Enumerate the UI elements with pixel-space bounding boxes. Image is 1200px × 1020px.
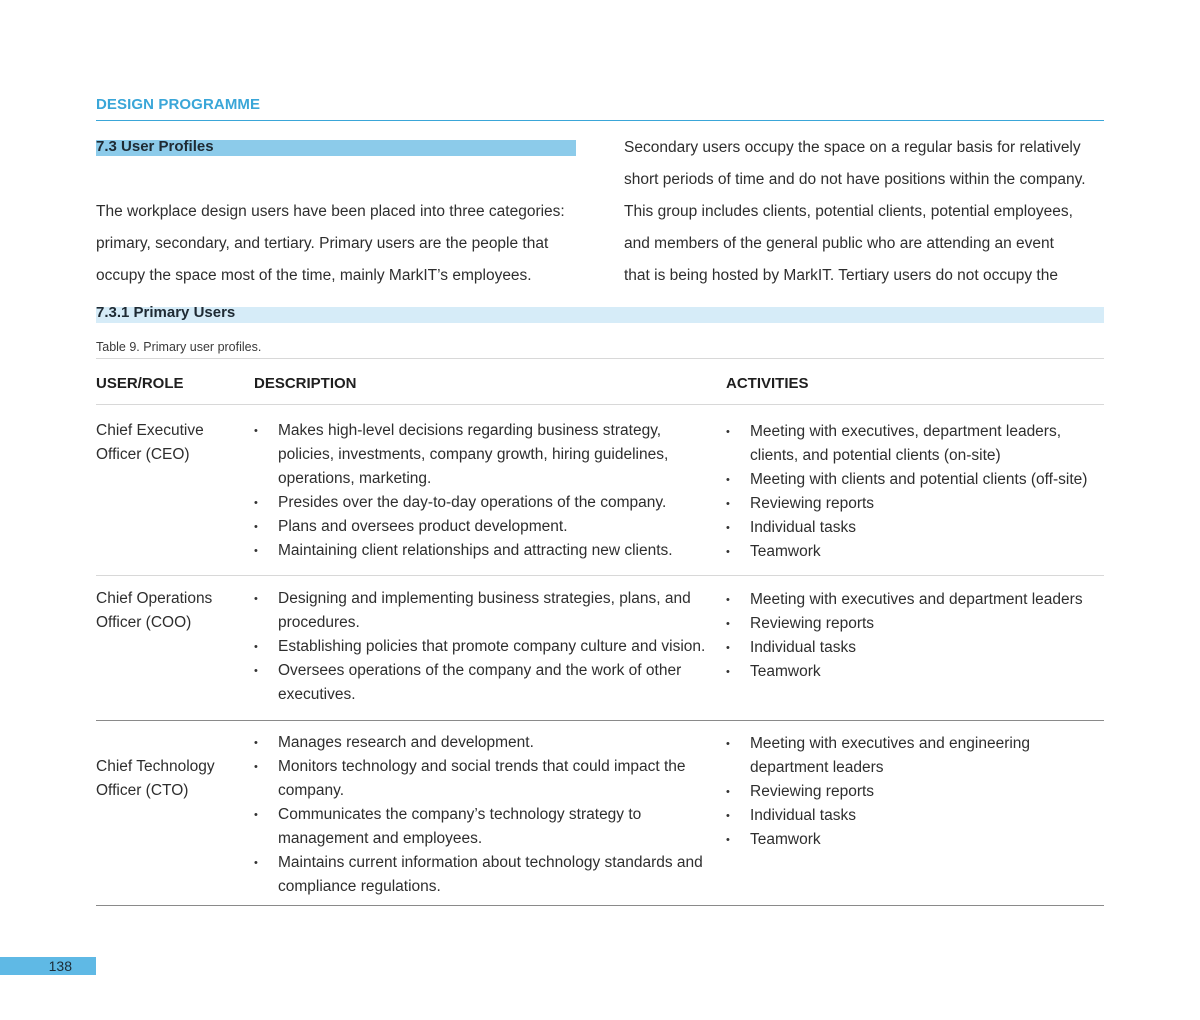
list-item: • Individual tasks: [726, 636, 1106, 660]
intro-line: and members of the general public who are attending an event: [624, 235, 1054, 252]
activities-cell-cto: [726, 732, 1106, 852]
row-divider: [96, 720, 1104, 721]
list-item: • Monitors technology and social trends that could impact the company.: [254, 755, 724, 803]
list-item: • Meeting with executives and engineering department leaders: [726, 732, 1106, 780]
list-item: • Individual tasks: [726, 516, 1106, 540]
intro-left-column: [96, 196, 596, 292]
column-header-activities: ACTIVITIES: [726, 375, 809, 392]
list-item: • Plans and oversees product development.: [254, 515, 724, 539]
row-divider: [96, 575, 1104, 576]
subsection-heading: 7.3.1 Primary Users: [96, 304, 236, 321]
list-item: • Oversees operations of the company and the work of other executives.: [254, 659, 724, 707]
table-top-rule: [96, 358, 1104, 359]
table-caption: Table 9. Primary user profiles.: [96, 340, 262, 354]
list-item: • Teamwork: [726, 660, 1106, 684]
section-heading-bar: [96, 140, 576, 156]
role-line: Officer (CEO): [96, 446, 190, 463]
list-item: • Maintaining client relationships and attracting new clients.: [254, 539, 724, 563]
intro-line: occupy the space most of the time, mainly MarkIT’s employees.: [96, 267, 532, 284]
intro-right-column: [624, 132, 1124, 292]
list-item: • Maintains current information about technology standards and compliance regulations.: [254, 851, 724, 899]
description-cell-cto: [254, 731, 724, 899]
activities-cell-ceo: [726, 420, 1106, 564]
role-cell-coo: [96, 587, 246, 635]
description-cell-ceo: [254, 419, 724, 563]
list-item: • Meeting with clients and potential clients (off-site): [726, 468, 1106, 492]
role-cell-cto: [96, 755, 246, 803]
intro-line: The workplace design users have been placed into three categories:: [96, 203, 565, 220]
header-divider: [96, 120, 1104, 121]
role-cell-ceo: [96, 419, 246, 467]
role-line: Officer (COO): [96, 614, 192, 631]
section-header: DESIGN PROGRAMME: [96, 96, 261, 113]
list-item: • Meeting with executives and department leaders: [726, 588, 1106, 612]
activities-cell-coo: [726, 588, 1106, 684]
list-item: • Manages research and development.: [254, 731, 724, 755]
subsection-heading-bar: [96, 304, 1104, 323]
page-number: 138: [48, 958, 72, 974]
list-item: • Makes high-level decisions regarding business strategy, policies, investments, company growth, hiring guidelines, operations, marketing.: [254, 419, 724, 491]
section-heading: 7.3 User Profiles: [96, 138, 214, 155]
intro-line: This group includes clients, potential clients, potential employees,: [624, 203, 1073, 220]
table-bottom-rule: [96, 905, 1104, 906]
role-line: Chief Operations: [96, 590, 213, 607]
list-item: • Reviewing reports: [726, 492, 1106, 516]
list-item: • Meeting with executives, department leaders, clients, and potential clients (on-site): [726, 420, 1106, 468]
list-item: • Teamwork: [726, 540, 1106, 564]
list-item: • Reviewing reports: [726, 612, 1106, 636]
intro-line: that is being hosted by MarkIT. Tertiary users do not occupy the: [624, 267, 1058, 284]
intro-line: short periods of time and do not have positions within the company.: [624, 171, 1086, 188]
intro-line: Secondary users occupy the space on a regular basis for relatively: [624, 139, 1081, 156]
list-item: • Communicates the company’s technology strategy to management and employees.: [254, 803, 724, 851]
role-line: Chief Technology: [96, 758, 215, 775]
list-item: • Establishing policies that promote company culture and vision.: [254, 635, 724, 659]
list-item: • Teamwork: [726, 828, 1106, 852]
list-item: • Designing and implementing business strategies, plans, and procedures.: [254, 587, 724, 635]
description-cell-coo: [254, 587, 724, 707]
list-item: • Individual tasks: [726, 804, 1106, 828]
intro-line: primary, secondary, and tertiary. Primary users are the people that: [96, 235, 549, 252]
list-item: • Presides over the day-to-day operations of the company.: [254, 491, 724, 515]
page-number-tab: [0, 957, 96, 975]
role-line: Officer (CTO): [96, 782, 189, 799]
header-bottom-rule: [96, 404, 1104, 405]
column-header-role: USER/ROLE: [96, 375, 184, 392]
list-item: • Reviewing reports: [726, 780, 1106, 804]
column-header-description: DESCRIPTION: [254, 375, 357, 392]
role-line: Chief Executive: [96, 422, 204, 439]
